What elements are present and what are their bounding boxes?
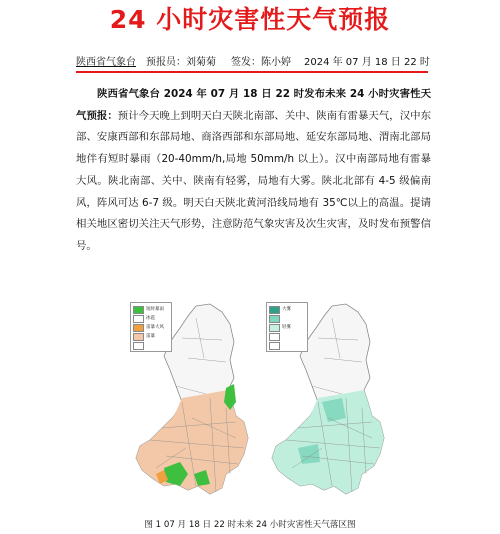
document-meta (76, 55, 428, 70)
forecast-maps (126, 298, 406, 508)
fog-map (262, 298, 392, 503)
meta-forecaster: 预报员：刘菊菊 (146, 57, 216, 68)
thunder-rain-map (126, 298, 256, 503)
legend-swatch (133, 306, 144, 314)
legend-swatch (133, 324, 144, 332)
fog-legend-item (269, 341, 305, 350)
meta-datetime: 2024 年 07 月 18 日 22 时 (304, 57, 430, 68)
legend-swatch (133, 333, 144, 341)
legend-swatch (269, 324, 280, 332)
legend-swatch (133, 315, 144, 323)
figure-caption: 图 1 07 月 18 日 22 时未来 24 小时灾害性天气落区图 (144, 520, 356, 530)
header-divider (76, 71, 428, 73)
legend-label: 短时暴雨 (146, 307, 164, 312)
legend-label: 轻雾 (282, 325, 291, 330)
fog-legend-item (269, 314, 305, 323)
map-legend-left (130, 302, 172, 352)
thunder-legend-item (133, 305, 169, 314)
fog-legend-item (269, 332, 305, 341)
page-title: 24 小时灾害性天气预报 (109, 5, 391, 34)
map-legend-right (266, 302, 308, 352)
legend-label: 冰雹 (146, 316, 155, 321)
thunder-legend-item (133, 341, 169, 350)
legend-swatch (269, 342, 280, 350)
fog-legend-item (269, 323, 305, 332)
thunder-legend-item (133, 323, 169, 332)
meta-signer: 签发：陈小婷 (231, 57, 291, 68)
forecast-paragraph (76, 84, 431, 258)
thunder-legend-item (133, 332, 169, 341)
legend-swatch (269, 315, 280, 323)
legend-swatch (269, 306, 280, 314)
fog-legend-item (269, 305, 305, 314)
thunder-legend-item (133, 314, 169, 323)
legend-label: 雷暴 (146, 334, 155, 339)
legend-swatch (269, 333, 280, 341)
forecast-text: 预计今天晚上到明天白天陕北南部、关中、陕南有雷暴天气，汉中东部、安康西部和东部局地、商洛西部和东部局地、延安东部局地、渭南北部局地伴有短时暴雨（20-40mm/h,局地 50mm/h 以上）。汉中南部局地有雷暴大风。陕北南部、关中、陕南有轻雾，局地有大雾。陕北北部有 4-5 级偏南风，阵风可达 6-7 级。明天白天陕北黄河沿线局地有 35℃以上的高温。提请相关地区密切关注天气形势，注意防范气象灾害及次生灾害，及时发布预警信号。 (76, 109, 432, 252)
forecast-lead: 陕西省气象台 2024 年 07 月 18 日 22 时发布未来 24 小时灾害性天气预报： (76, 88, 431, 122)
legend-swatch (133, 342, 144, 350)
meta-org: 陕西省气象台 (76, 57, 136, 68)
legend-label: 雷暴大风 (146, 325, 164, 330)
legend-label: 大雾 (282, 307, 291, 312)
